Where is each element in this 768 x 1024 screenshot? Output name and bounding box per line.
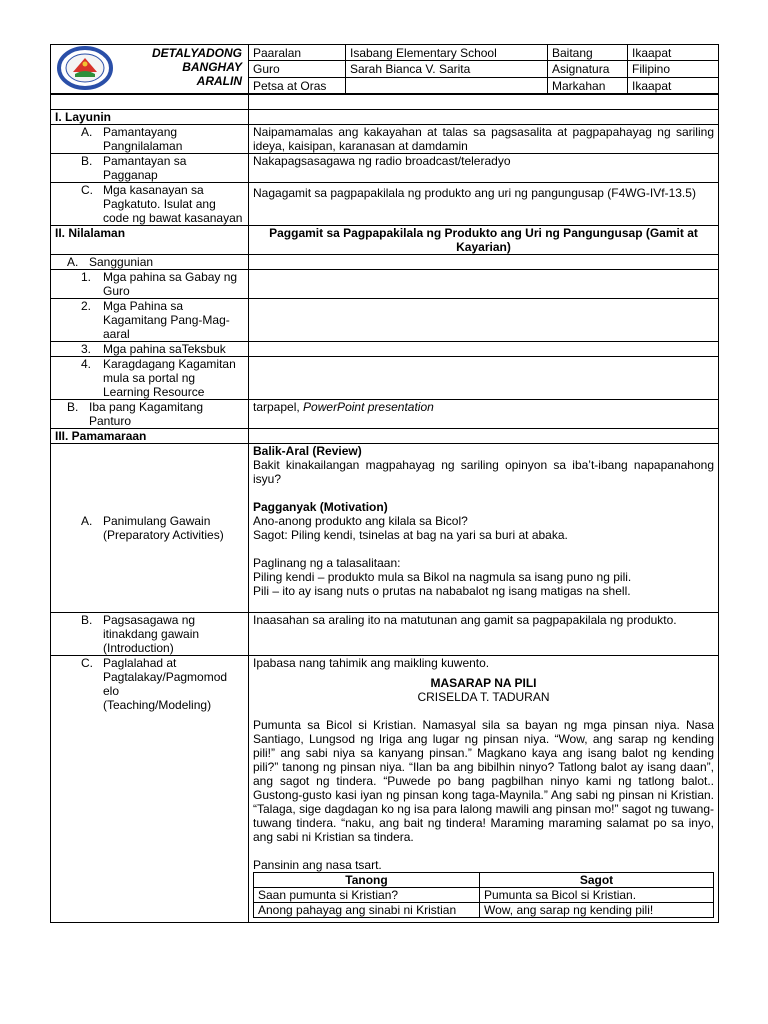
section-pamamaraan-heading: III. Pamamaraan: [51, 429, 249, 444]
nilalaman-value: Paggamit sa Pagpapakilala ng Produkto ang Uri ng Pangungusap (Gamit at Kayarian): [249, 226, 719, 255]
sanggunian-b-value: tarpapel, PowerPoint presentation: [249, 400, 719, 429]
quarter-label: Markahan: [548, 77, 628, 93]
chart-intro: Pansinin ang nasa tsart.: [253, 858, 382, 872]
story-intro: Ipabasa nang tahimik ang maikling kuwento.: [253, 656, 490, 670]
sanggunian-item-2: 2. Mga Pahina sa Kagamitang Pang-Mag-aaral: [51, 299, 249, 342]
vocab-title: Paglinang ng a talasalitaan:: [253, 556, 401, 570]
title-line: BANGHAY: [182, 60, 242, 74]
motivation-question: Ano-anong produkto ang kilala sa Bicol?: [253, 514, 468, 528]
sanggunian-item-4: 4. Karagdagang Kagamitan mula sa portal ng Learning Resource: [51, 357, 249, 400]
table-cell-question: Saan pumunta si Kristian?: [254, 888, 480, 903]
motivation-answer: Sagot: Piling kendi, tsinelas at bag na yari sa buri at abaka.: [253, 528, 568, 542]
sanggunian-item-3: 3. Mga pahina saTeksbuk: [51, 342, 249, 357]
table-row: [254, 903, 714, 918]
grade-label: Baitang: [548, 45, 628, 61]
school-seal-icon: [55, 46, 115, 90]
layunin-b-label: B. Pamantayan sa Pagganap: [51, 154, 249, 183]
table-cell-answer: Wow, ang sarap ng kending pili!: [480, 903, 714, 918]
school-logo: [51, 45, 121, 94]
pamamaraan-c-content: [249, 656, 719, 923]
teacher-label: Guro: [249, 61, 346, 77]
subject-label: Asignatura: [548, 61, 628, 77]
school-value: Isabang Elementary School: [346, 45, 548, 61]
document-title: [121, 45, 249, 94]
table-cell-answer: Pumunta sa Bicol si Kristian.: [480, 888, 714, 903]
pamamaraan-b-value: Inaasahan sa araling ito na matutunan ang gamit sa pagpapakilala ng produkto.: [249, 613, 719, 656]
teacher-value: Sarah Bianca V. Sarita: [346, 61, 548, 77]
pamamaraan-c-label: C. Paglalahad at Pagtalakay/Pagmomod elo (Teaching/Modeling): [51, 656, 249, 923]
lesson-plan-document: [50, 44, 718, 923]
motivation-title: Pagganyak (Motivation): [253, 500, 388, 514]
title-line: ARALIN: [196, 74, 242, 88]
vocab-item: Pili – ito ay isang nuts o prutas na nababalot ng isang matigas na shell.: [253, 584, 631, 598]
table-header-answer: Sagot: [480, 873, 714, 888]
vocab-item: Piling kendi – produkto mula sa Bikol na nagmula sa isang puno ng pili.: [253, 570, 632, 584]
review-text: Bakit kinakailangan magpahayag ng sariling opinyon sa iba’t-ibang napapanahong isyu?: [253, 458, 714, 486]
question-answer-table: [253, 872, 714, 918]
pamamaraan-a-content: [249, 444, 719, 613]
table-header-question: Tanong: [254, 873, 480, 888]
layunin-c-label: C. Mga kasanayan sa Pagkatuto. Isulat ang code ng bawat kasanayan: [51, 183, 249, 226]
story-title: MASARAP NA PILI: [430, 676, 537, 690]
layunin-a-label: A. Pamantayang Pangnilalaman: [51, 125, 249, 154]
review-title: Balik-Aral (Review): [253, 444, 362, 458]
sanggunian-b-label: B. Iba pang Kagamitang Panturo: [51, 400, 249, 429]
main-table: [50, 94, 719, 923]
date-label: Petsa at Oras: [249, 77, 346, 93]
section-layunin-heading: I. Layunin: [51, 110, 249, 125]
spacer-row: [51, 95, 249, 110]
section-nilalaman-heading: II. Nilalaman: [51, 226, 249, 255]
quarter-value: Ikaapat: [628, 77, 719, 93]
story-text: Pumunta sa Bicol si Kristian. Namasyal sila sa bayan ng mga pinsan niya. Nasa Santiago, Lungsod ng Iriga ang lugar ng pinsan niya. “Wow, ang sarap ng kending pili!” ang sabi niya sa kanyang pinsan.” Magkano kaya ang isang balot ng kending pili?” tanong ng pinsan niya. “Ilan ba ang bibilhin ninyo? Tatlong balot ay isang daan”, ang sagot ng tindera. “Puwede po bang pagbilhan ninyo kami ng tatlong balot.. Gustong-gusto kasi iyan ng pinsan kong taga-Maynila.” Ang sabi ng pinsan ni Kristian. “Talaga, sige dagdagan ko ng isa para lalong mawili ang pinsan mo!” sagot ng tuwang-tuwang tindera. “naku, ang bait ng tindera! Maraming maraming salamat po sa inyo, ang sabi ni Kristian sa tindera.: [253, 718, 714, 844]
date-value: [346, 77, 548, 93]
header-table: [50, 44, 719, 94]
school-label: Paaralan: [249, 45, 346, 61]
table-row: [254, 888, 714, 903]
title-line: DETALYADONG: [152, 46, 242, 60]
pamamaraan-b-label: B. Pagsasagawa ng itinakdang gawain (Introduction): [51, 613, 249, 656]
sanggunian-heading: A. Sanggunian: [51, 255, 249, 270]
layunin-b-value: Nakapagsasagawa ng radio broadcast/teleradyo: [249, 154, 719, 183]
layunin-a-value: Naipamamalas ang kakayahan at talas sa pagsasalita at pagpapahayag ng sariling ideya, kaisipan, karanasan at damdamin: [249, 125, 719, 154]
story-author: CRISELDA T. TADURAN: [417, 690, 550, 704]
grade-value: Ikaapat: [628, 45, 719, 61]
sanggunian-item-1: 1. Mga pahina sa Gabay ng Guro: [51, 270, 249, 299]
subject-value: Filipino: [628, 61, 719, 77]
table-cell-question: Anong pahayag ang sinabi ni Kristian: [254, 903, 480, 918]
pamamaraan-a-label: A. Panimulang Gawain (Preparatory Activities): [51, 444, 249, 613]
layunin-c-value: Nagagamit sa pagpapakilala ng produkto ang uri ng pangungusap (F4WG-IVf-13.5): [249, 183, 719, 226]
